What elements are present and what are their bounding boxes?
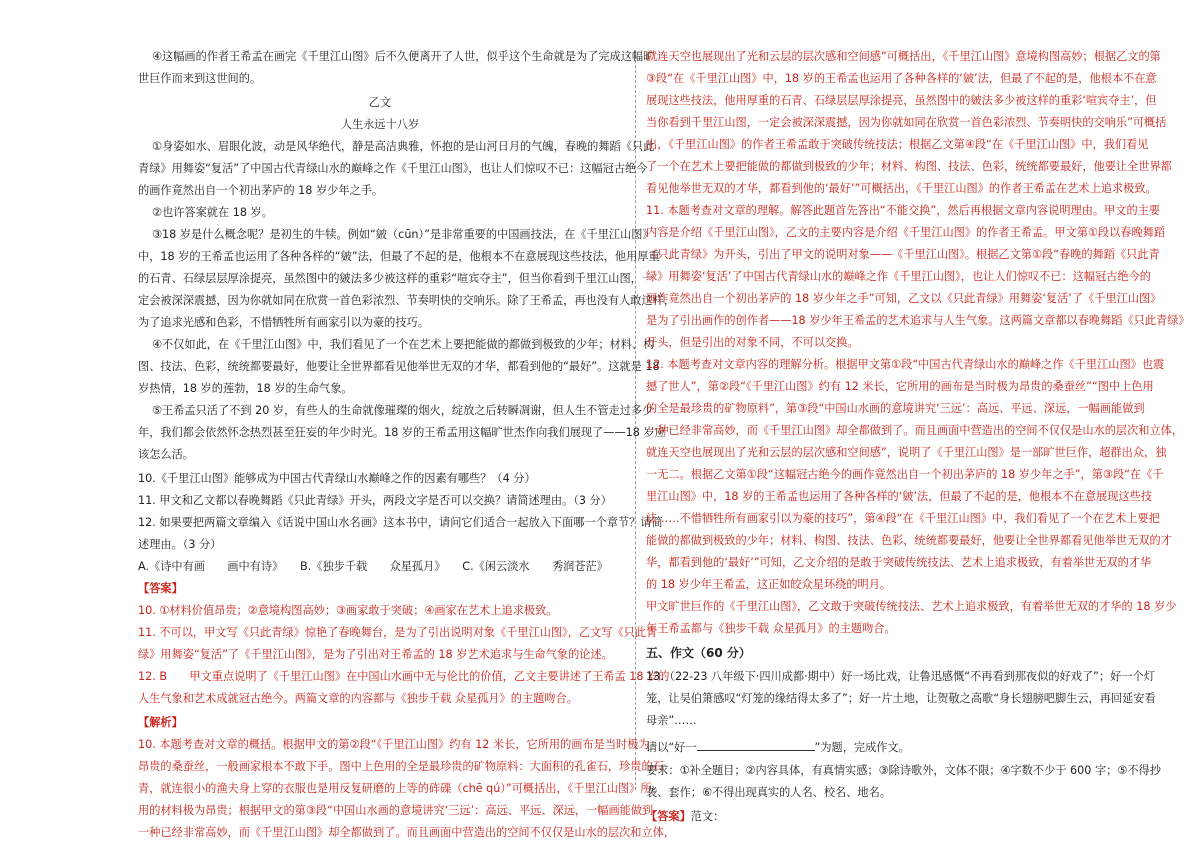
passage-b-title: 人生永远十八岁 [340, 118, 420, 131]
essay-prompt-pre: 请以“好一 [646, 741, 697, 754]
analysis-line: 的 18 岁少年王希孟，这正如皎众星环绕的明月。 [646, 578, 892, 591]
analysis-line: 11. 本题考查对文章的理解。解答此题首先答出“不能交换”，然后再根据文章内容说明理由。甲文的主要 [646, 204, 1161, 217]
analysis-line: 的全是最珍贵的矿物原料”，第③段“中国山水画的意境讲究‘三远’：高远、平远、深远，一幅画能做到 [646, 402, 1145, 415]
analysis-line: 里江山图》中，18 岁的王希孟也运用了各种各样的‘皴’法，但最了不起的是，他根本不在意展现这些技 [646, 490, 1152, 503]
question-13-cont: 母亲”…… [646, 714, 697, 727]
analysis-line: 当你看到千里江山图，一定会被深深震撼，因为你就如同在欣赏一首色彩浓烈、节奏明快的交响乐”可概括 [646, 116, 1167, 129]
requirements-line: 要求：①补全题目；②内容具体，有真情实感；③除诗歌外，文体不限；④字数不少于 600 字；⑤不得抄 [646, 764, 1161, 777]
analysis-line: 就连天空也展现出了光和云层的层次感和空间感”可概括出，《千里江山图》意境构图高妙；根据乙文的第 [646, 50, 1161, 63]
question-12-cont: 述理由。（3 分） [138, 538, 222, 551]
analysis-line: 了一个在艺术上要把能做的都做到极致的少年；材料、构图、技法、色彩，统统都要最好，他要让全世界都 [646, 160, 1172, 173]
analysis-label: 【解析】 [138, 716, 183, 729]
analysis-line: 年王希孟都与《独步千载 众星孤月》的主题吻合。 [646, 622, 896, 635]
analysis-line: 展现这些技法，他用厚重的石青、石绿层层厚涂提亮，虽然图中的皴法多少被这样的重彩‘喧宾夺主’，但 [646, 94, 1157, 107]
analysis-line: 开头，但是引出的对象不同，不可以交换。 [646, 336, 859, 349]
analysis-line: 是为了引出画作的创作者——18 岁少年王希孟的艺术追求与人生气象。这两篇文章都以春晚舞蹈《只此青绿》 [646, 314, 1190, 327]
answer-tail: 范文： [690, 810, 725, 823]
text-line: ①身姿如水、眉眼化波，动是风华绝代，静是高洁典雅，怀抱的是山河日月的气魄，春晚的舞蹈《只此 [152, 140, 655, 153]
essay-prompt [646, 740, 910, 755]
text-line: 为了追求光感和色彩，不惜牺牲所有画家引以为豪的技巧。 [138, 316, 429, 329]
text-line: ④不仅如此，在《千里江山图》中，我们看见了一个在艺术上要把能做的都做到极致的少年；材料、构 [152, 338, 655, 351]
answer-line: 11. 不可以，甲文写《只此青绿》惊艳了春晚舞台，是为了引出说明对象《千里江山图》，乙文写《只此青 [138, 626, 658, 639]
section-title: 五、作文（60 分） [646, 646, 751, 660]
analysis-line: 一种已经非常高妙，而《千里江山图》却全都做到了。而且画面中营造出的空间不仅仅是山水的层次和立体， [138, 826, 676, 839]
analysis-line: 用的材料极为昂贵；根据甲文的第③段“中国山水画的意境讲究‘三远’：高远、平远、深远，一幅画能做到 [138, 804, 654, 817]
answer-line: 12. B 甲文重点说明了《千里江山图》在中国山水画中无与伦比的价值，乙文主要讲述了王希孟 18 岁的 [138, 670, 670, 683]
analysis-line: 内容是介绍《千里江山图》，乙文的主要内容是介绍《千里江山图》的作者王希孟。甲文第①段以春晚舞蹈 [646, 226, 1166, 239]
title-blank [697, 740, 815, 751]
question-11: 11. 甲文和乙文都以春晚舞蹈《只此青绿》开头，两段文字是否可以交换？请简述理由。（3 分） [138, 494, 612, 507]
passage-b-label: 乙文 [368, 96, 392, 109]
text-line: 世巨作而来到这世间的。 [138, 72, 262, 85]
text-line: 青绿》用舞姿“复活”了中国古代青绿山水的巅峰之作《千里江山图》，也让人们惊叹不已：这幅冠古绝今 [138, 162, 648, 175]
analysis-line: 一种已经非常高妙，而《千里江山图》却全都做到了。而且画面中营造出的空间不仅仅是山水的层次和立体， [646, 424, 1184, 437]
analysis-line: 看见他举世无双的才华，都看到他的‘最好’”可概括出，《千里江山图》的作者王希孟在艺术上追求极致。 [646, 182, 1157, 195]
analysis-line: 《只此青绿》为开头，引出了甲文的说明对象——《千里江山图》。根据乙文第①段“春晚的舞蹈《只此青 [646, 248, 1160, 261]
analysis-line: 青，就连很小的渔夫身上穿的衣服也是用反复研磨的上等的砗磲（chē qú）”可概括出，《千里江山图》所 [138, 782, 652, 795]
answer-label: 【答案】 [646, 810, 691, 823]
answer-label: 【答案】 [138, 582, 183, 595]
analysis-line: ③段“在《千里江山图》中，18 岁的王希孟也运用了各种各样的‘皴’法，但最了不起的是，他根本不在意 [646, 72, 1157, 85]
analysis-line: 撼了世人”，第②段“《千里江山图》约有 12 米长，它所用的画布是当时极为昂贵的桑蚕丝”“图中上色用 [646, 380, 1154, 393]
analysis-line: 华，都看到他的‘最好’”可知，乙文介绍的是敢于突破传统技法、艺术上追求极致，有着举世无双的才华 [646, 556, 1152, 569]
analysis-line: 能做的都做到极致的少年；材料、构图、技法、色彩，统统都要最好，他要让全世界都看见他举世无双的才 [646, 534, 1172, 547]
analysis-line: 就连天空也展现出了光和云层的层次感和空间感”，说明了《千里江山图》是一部旷世巨作，超群出众，独 [646, 446, 1167, 459]
text-line: 中，18 岁的王希孟也运用了各种各样的“皴”法，但最了不起的是，他根本不在意展现这些技法，他用厚重 [138, 250, 660, 263]
text-line: 岁热情，18 岁的莲勃，18 岁的生命气象。 [138, 382, 353, 395]
text-line: 年，我们都会依然怀念热烈甚至狂妄的年少时光。18 岁的王希孟用这幅旷世杰作向我们展现了——18 岁应 [138, 426, 666, 439]
text-line: 该怎么活。 [138, 448, 194, 461]
text-line: 定会被深深震撼，因为你就如同在欣赏一首色彩浓烈、节奏明快的交响乐。除了王希孟，再也没有人敢这样， [138, 294, 676, 307]
answer-row [646, 810, 724, 824]
question-13: 13.（22-23 八年级下·四川成都·期中）好一场比戏，让鲁迅感慨“不再看到那夜似的好戏了”；好一个灯 [646, 670, 1155, 683]
requirements-line: 袭、套作；⑥不得出现真实的人名、校名、地名。 [646, 786, 891, 799]
text-line: ③18 岁是什么概念呢？是初生的牛犊。例如“皴（cūn）”是非常重要的中国画技法，在《千里江山图》 [152, 228, 654, 241]
question-13-cont: 笼，让吴伯箫感叹“灯笼的缘结得太多了”；好一片土地，让贺敬之高歌“身长翅膀吧脚生云，再回延安看 [646, 692, 1156, 705]
question-10: 10.《千里江山图》能够成为中国古代青绿山水巅峰之作的因素有哪些？（4 分） [138, 472, 536, 485]
text-line: 图、技法、色彩，统统都要最好，他要让全世界都看见他举世无双的才华，都看到他的“最好”。这就是 18 [138, 360, 660, 373]
text-line: ②也许答案就在 18 岁。 [152, 206, 273, 219]
analysis-line: 一无二。根据乙文第①段“这幅冠古绝今的画作竟然出自一个初出茅庐的 18 岁少年之手”，第③段“在《千 [646, 468, 1164, 481]
analysis-line: 甲文旷世巨作的《千里江山图》，乙文敢于突破传统技法、艺术上追求极致，有着举世无双的才华的 18 岁少 [646, 600, 1177, 613]
analysis-line: 昂贵的桑蚕丝，一般画家根本不敢下手。图中上色用的全是最珍贵的矿物原料：大面积的孔雀石，珍贵的石 [138, 760, 664, 773]
text-line: ⑤王希孟只活了不到 20 岁，有些人的生命就像璀璨的烟火，绽放之后转瞬凋谢，但人生不管走过多少 [152, 404, 654, 417]
question-12-options: A.《诗中有画 画中有诗》 B.《独步千载 众星孤月》 C.《闲云淡水 秀润苍茫》 [138, 560, 608, 573]
analysis-line: 10. 本题考查对文章的概括。根据甲文的第②段“《千里江山图》约有 12 米长，它所用的画布是当时极为 [138, 738, 650, 751]
essay-prompt-post: ”为题，完成作文。 [814, 741, 910, 754]
analysis-line: 12. 本题考查对文章内容的理解分析。根据甲文第①段“中国古代青绿山水的巅峰之作《千里江山图》也震 [646, 358, 1165, 371]
answer-line: 绿》用舞姿“复活”了《千里江山图》，是为了引出对王希孟的 18 岁艺术追求与生命气象的论述。 [138, 648, 613, 661]
text-line: ④这幅画的作者王希孟在画完《千里江山图》后不久便离开了人世，似乎这个生命就是为了完成这幅旷 [152, 50, 655, 63]
text-line: 的画作竟然出自一个初出茅庐的 18 岁少年之手。 [138, 184, 384, 197]
text-line: 的石青、石绿层层厚涂提亮，虽然图中的皴法多少被这样的重彩“喧宾夺主”，但当你看到千里江山图，一 [138, 272, 654, 285]
analysis-line: 画作竟然出自一个初出茅庐的 18 岁少年之手”可知，乙文以《只此青绿》用舞姿‘复活’了《千里江山图》 [646, 292, 1162, 305]
analysis-line: 绿》用舞姿‘复活’了中国古代青绿山水的巅峰之作《千里江山图》，也让人们惊叹不已：这幅冠古绝今的 [646, 270, 1151, 283]
answer-line: 10. ①材料价值昂贵；②意境构图高妙；③画家敢于突破；④画家在艺术上追求极致。 [138, 604, 558, 617]
question-12: 12. 如果要把两篇文章编入《话说中国山水名画》这本书中，请问它们适合一起放入下面哪一个章节？请简 [138, 516, 663, 529]
analysis-line: 法……不惜牺牲所有画家引以为豪的技巧”，第④段“在《千里江山图》中，我们看见了一个在艺术上要把 [646, 512, 1160, 525]
analysis-line: 出，《千里江山图》的作者王希孟敢于突破传统技法；根据乙文第④段“在《千里江山图》中，我们看见 [646, 138, 1149, 151]
answer-line: 人生气象和艺术成就冠古绝今。两篇文章的内容都与《独步千载 众星孤月》的主题吻合。 [138, 692, 578, 705]
